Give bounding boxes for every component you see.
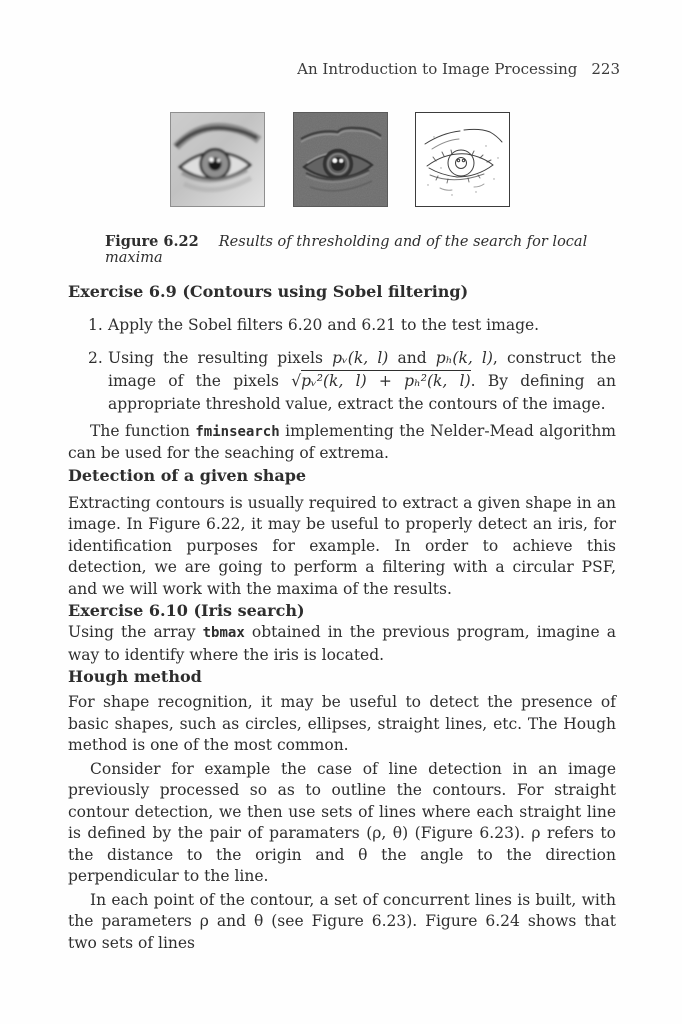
eye-original-image: [170, 112, 265, 207]
list-item-1: [68, 315, 616, 337]
detection-heading: Detection of a given shape: [68, 465, 307, 485]
code-fminsearch: fminsearch: [195, 423, 280, 440]
eye-contours-image: [415, 112, 510, 207]
code-tbmax: tbmax: [202, 625, 245, 641]
list-number-1: 1.: [88, 316, 103, 334]
math-ph: pₕ(k, l): [435, 348, 493, 367]
figure-caption-label: Figure 6.22: [105, 233, 199, 250]
book-title: An Introduction to Image Processing: [297, 60, 578, 78]
hough-paragraph-1: For shape recognition, it may be useful to detect the presence of basic shapes, such as circles, ellipses, straight lines, etc. The Hough method is one of the most common.: [68, 693, 616, 754]
hough-paragraph-2: Consider for example the case of line detection in an image previously processed so as to outline the contours. For straight contour detection, we then use sets of lines where each straight line is defined by the pair of paramaters (ρ, θ) (Figure 6.23). ρ refers to the distance to the origin and θ the angle to the direction perpendicular to the line.: [68, 759, 616, 885]
running-head: [68, 60, 620, 78]
figure-caption: [68, 233, 616, 266]
list-item-2: [68, 347, 616, 416]
fminsearch-paragraph: The function fminsearch implementing the Nelder-Mead algorithm can be used for the seaching of extrema.: [68, 421, 616, 462]
exercise-6-10-heading: Exercise 6.10 (Iris search): [68, 601, 305, 620]
detection-paragraph: Extracting contours is usually required to extract a given shape in an image. In Figure 6.22, it may be useful to properly detect an iris, for identification purposes for example. In order to achieve this detection, we are going to perform a filtering with a circular PSF, and we will work with the maxima of the results.: [68, 493, 616, 598]
math-pv: pᵥ(k, l): [332, 348, 389, 367]
list-item-2-text: Using the resulting pixels pᵥ(k, l) and pₕ(k, l), construct the image of the pixels √pᵥ²(k, l) + pₕ²(k, l). By defining an appropriate threshold value, extract the contours of the image.: [108, 348, 616, 413]
exercise-6-9-heading: Exercise 6.9 (Contours using Sobel filtering): [68, 282, 469, 301]
exercise-6-10-paragraph: Using the array tbmax obtained in the previous program, imagine a way to identify where the iris is located.: [68, 623, 617, 664]
hough-heading: Hough method: [68, 667, 202, 686]
sqrt-radicand: pᵥ²(k, l) + pₕ²(k, l): [301, 371, 471, 390]
text-column: [68, 281, 616, 954]
list-number-2: 2.: [88, 348, 103, 367]
eye-gradient-image: [293, 112, 388, 207]
figure-caption-text: Results of thresholding and of the search for local maxima: [105, 234, 588, 266]
list-item-1-text: Apply the Sobel filters 6.20 and 6.21 to the test image.: [108, 316, 540, 334]
page-number: 223: [591, 60, 620, 78]
hough-paragraph-3: In each point of the contour, a set of concurrent lines is built, with the parameters ρ and θ (see Figure 6.23). Figure 6.24 shows that two sets of lines: [68, 890, 616, 952]
figure-images: [0, 112, 682, 205]
sqrt-sign: √: [291, 371, 302, 390]
